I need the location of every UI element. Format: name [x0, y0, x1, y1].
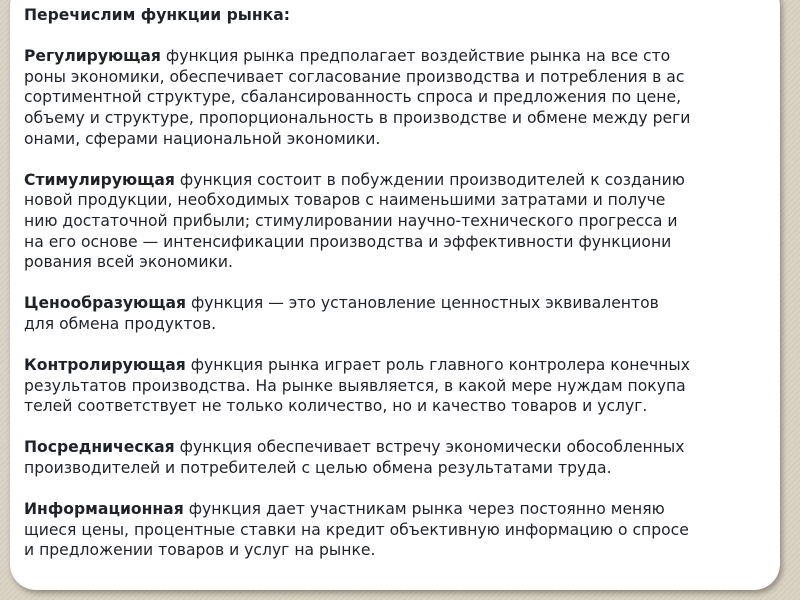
paragraph-line — [24, 499, 776, 520]
paragraph-regulating — [24, 46, 776, 149]
term-label: Посредническая — [24, 438, 175, 457]
paragraph-intermediary — [24, 437, 776, 478]
paragraph-line: роны экономики, обеспечивает согласование производства и потребления в ас — [24, 67, 685, 86]
paragraph-line — [24, 293, 776, 314]
paragraph-line — [24, 437, 776, 458]
paragraph-informational — [24, 499, 776, 561]
line-text: функция состоит в побуждении производителей к созданию — [174, 170, 685, 189]
paragraph-line: на его основе — интенсификации производства и эффективности функциони — [24, 232, 672, 251]
line-text: функция дает участникам рынка через постоянно меняю — [183, 500, 665, 519]
term-label: Информационная — [24, 500, 184, 519]
paragraph-line: онами, сферами национальной экономики. — [24, 129, 381, 148]
paragraph-line: телей соответствует не только количество, но и качество товаров и услуг. — [24, 397, 648, 416]
paragraph-line — [24, 170, 776, 191]
line-text: функция — это установление ценностных эквивалентов — [185, 294, 659, 313]
paragraph-line: результатов производства. На рынке выявляется, в какой мере нуждам покупа — [24, 376, 686, 395]
paragraph-line — [24, 355, 776, 376]
paragraph-line: производителей и потребителей с целью обмена результатами труда. — [24, 459, 612, 478]
paragraph-line: новой продукции, необходимых товаров с наименьшими затратами и получе — [24, 191, 666, 210]
paragraph-line: и предложении товаров и услуг на рынке. — [24, 541, 376, 560]
line-text: функция рынка играет роль главного контролера конечных — [185, 356, 690, 375]
line-text: функция обеспечивает встречу экономически обособленных — [174, 438, 685, 457]
term-label: Контролирующая — [24, 356, 186, 375]
paragraph-line: для обмена продуктов. — [24, 314, 217, 333]
paragraph-line: нию достаточной прибыли; стимулировании научно-технического прогресса и — [24, 211, 678, 230]
paragraph-pricing — [24, 293, 776, 334]
slide-text — [24, 5, 776, 561]
term-label: Регулирующая — [24, 47, 161, 66]
paragraph-line: рования всей экономики. — [24, 253, 233, 272]
paragraph-line — [24, 46, 776, 67]
paragraph-line: сортиментной структуре, сбалансированность спроса и предложения по цене, — [24, 88, 682, 107]
paragraph-controlling — [24, 355, 776, 417]
paragraph-stimulating — [24, 170, 776, 273]
page-title: Перечислим функции рынка: — [24, 6, 290, 24]
paragraph-line: объему и структуре, пропорциональность в производстве и обмене между реги — [24, 108, 691, 127]
term-label: Ценообразующая — [24, 294, 186, 313]
term-label: Стимулирующая — [24, 170, 175, 189]
paragraph-line: щиеся цены, процентные ставки на кредит объективную информацию о спросе — [24, 520, 689, 539]
line-text: функция рынка предполагает воздействие рынка на все сто — [160, 47, 671, 66]
